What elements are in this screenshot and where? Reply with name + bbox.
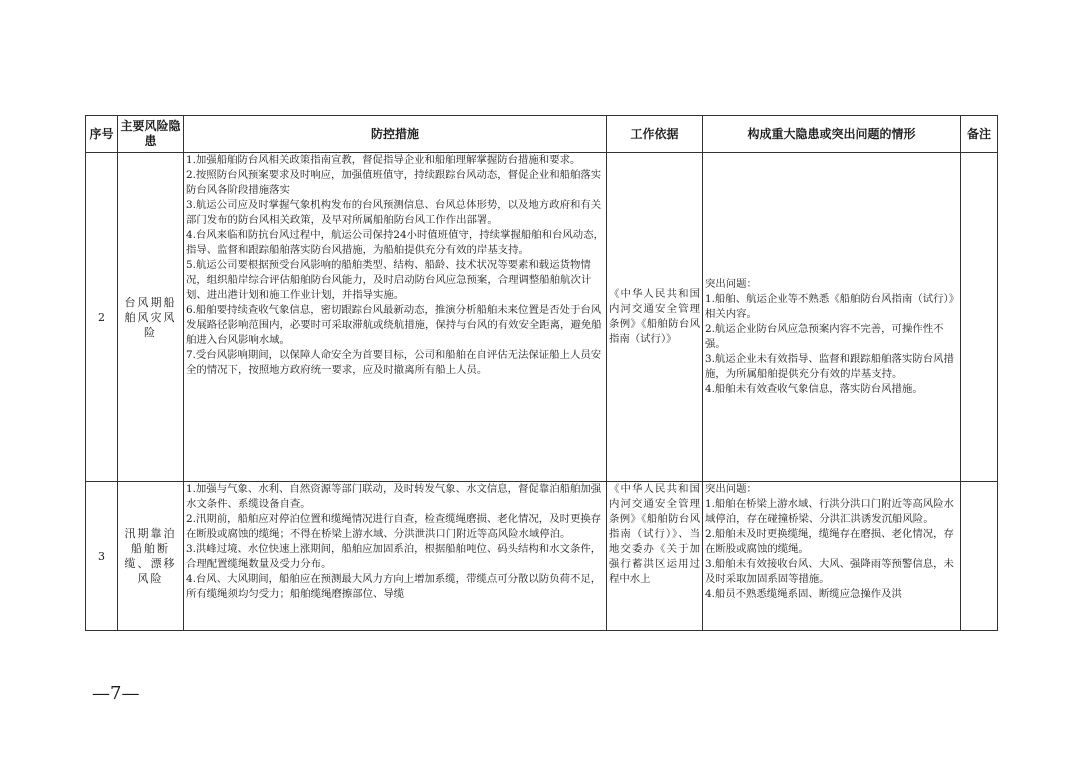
measure-item: 1.加强与气象、水利、自然资源等部门联动，及时转发气象、水文信息，督促靠泊船舶加强水文条件、系缆设备自查。 (186, 483, 602, 510)
header-measures: 防控措施 (184, 116, 607, 153)
row-seq: 2 (86, 153, 118, 482)
issue-item: 4.船舶未有效查收气象信息，落实防台风措施。 (705, 383, 923, 395)
issue-item: 突出问题： (705, 483, 757, 495)
measure-item: 5.航运公司要根据预受台风影响的船舶类型、结构、船龄、技术状况等要素和载运货物情况，组织船岸综合评估船舶防台风能力，及时启动防台风应急预案，合理调整船舶航次计划、进出港计划和施工作业计划，并指导实施。 (186, 259, 592, 301)
table-row (86, 153, 998, 482)
header-remarks: 备注 (961, 116, 998, 153)
risk-control-table (85, 115, 998, 631)
row-remarks (961, 153, 998, 482)
measure-item: 3.航运公司应及时掌握气象机构发布的台风预测信息、台风总体形势，以及地方政府和有关部门发布的防台风相关政策，及早对所属船舶防台风工作作出部署。 (186, 199, 602, 226)
row-measures (184, 153, 607, 482)
issue-item: 突出问题： (705, 278, 757, 290)
basis-text: 《中华人民共和国内河交通安全管理条例》《船舶防台风指南（试行）》、当地交委办《关于加强行蓄洪区运用过程中水上 (609, 483, 700, 585)
measure-item: 2.汛期前，船舶应对停泊位置和缆绳情况进行自查，检查缆绳磨损、老化情况，及时更换存在断股或腐蚀的缆绳；不得在桥梁上游水域、分洪泄洪口门附近等高风险水域停泊。 (186, 513, 602, 540)
basis-text: 《中华人民共和国内河交通安全管理条例》《船舶防台风指南（试行）》 (609, 288, 700, 345)
measure-item: 1.加强船舶防台风相关政策指南宣教，督促指导企业和船舶理解掌握防台措施和要求。 (186, 154, 581, 166)
row-basis (607, 153, 703, 482)
issue-item: 1.船舶、航运企业等不熟悉《船舶防台风指南（试行）》相关内容。 (705, 293, 954, 320)
issue-item: 3.船舶未有效接收台风、大风、强降雨等预警信息，未及时采取加固系固等措施。 (705, 558, 954, 585)
row-remarks (961, 482, 998, 631)
measure-item: 3.洪峰过境、水位快速上涨期间，船舶应加固系泊，根据船舶吨位、码头结构和水文条件，合理配置缆绳数量及受力分布。 (186, 543, 602, 570)
header-risk: 主要风险隐患 (118, 116, 184, 153)
row-measures (184, 482, 607, 631)
row-issues (703, 482, 961, 631)
header-basis: 工作依据 (607, 116, 703, 153)
header-seq: 序号 (86, 116, 118, 153)
issue-item: 4.船员不熟悉缆绳系固、断缆应急操作及洪 (705, 588, 902, 600)
row-basis (607, 482, 703, 631)
page-number: —7— (92, 683, 140, 704)
header-issues: 构成重大隐患或突出问题的情形 (703, 116, 961, 153)
measure-item: 4.台风来临和防抗台风过程中，航运公司保持24小时值班值守，持续掌握船舶和台风动态，指导、监督和跟踪船舶落实防台风措施，为船舶提供充分有效的岸基支持。 (186, 229, 604, 256)
measure-item: 4.台风、大风期间，船舶应在预测最大风力方向上增加系缆，带缆点可分散以防负荷不足，所有缆绳须均匀受力；船舶缆绳磨擦部位、导缆 (186, 573, 602, 600)
table-row (86, 482, 998, 631)
measure-item: 6.船舶要持续查收气象信息，密切跟踪台风最新动态，推演分析船舶未来位置是否处于台风发展路径影响范围内，必要时可采取滞航或绕航措施，保持与台风的有效安全距离，避免船舶进入台风影响水域。 (186, 304, 602, 346)
row-issues (703, 153, 961, 482)
row-risk: 台风期船舶风灾风险 (118, 153, 184, 482)
issue-item: 2.航运企业防台风应急预案内容不完善，可操作性不强。 (705, 323, 944, 350)
issue-item: 2.船舶未及时更换缆绳，缆绳存在磨损、老化情况，存在断股或腐蚀的缆绳。 (705, 528, 954, 555)
row-risk: 汛期靠泊船舶断缆、漂移风险 (118, 482, 184, 631)
measure-item: 7.受台风影响期间，以保障人命安全为首要目标，公司和船舶在自评估无法保证船上人员安全的情况下，按照地方政府统一要求，应及时撤离所有船上人员。 (186, 349, 602, 376)
issue-item: 3.航运企业未有效指导、监督和跟踪船舶落实防台风措施，为所属船舶提供充分有效的岸基支持。 (705, 353, 954, 380)
row-seq: 3 (86, 482, 118, 631)
issue-item: 1.船舶在桥梁上游水域、行洪分洪口门附近等高风险水域停泊，存在碰撞桥梁、分洪汇洪诱发沉船风险。 (705, 498, 954, 525)
table-header-row (86, 116, 998, 153)
measure-item: 2.按照防台风预案要求及时响应，加强值班值守，持续跟踪台风动态，督促企业和船舶落实防台风各阶段措施落实 (186, 169, 602, 196)
